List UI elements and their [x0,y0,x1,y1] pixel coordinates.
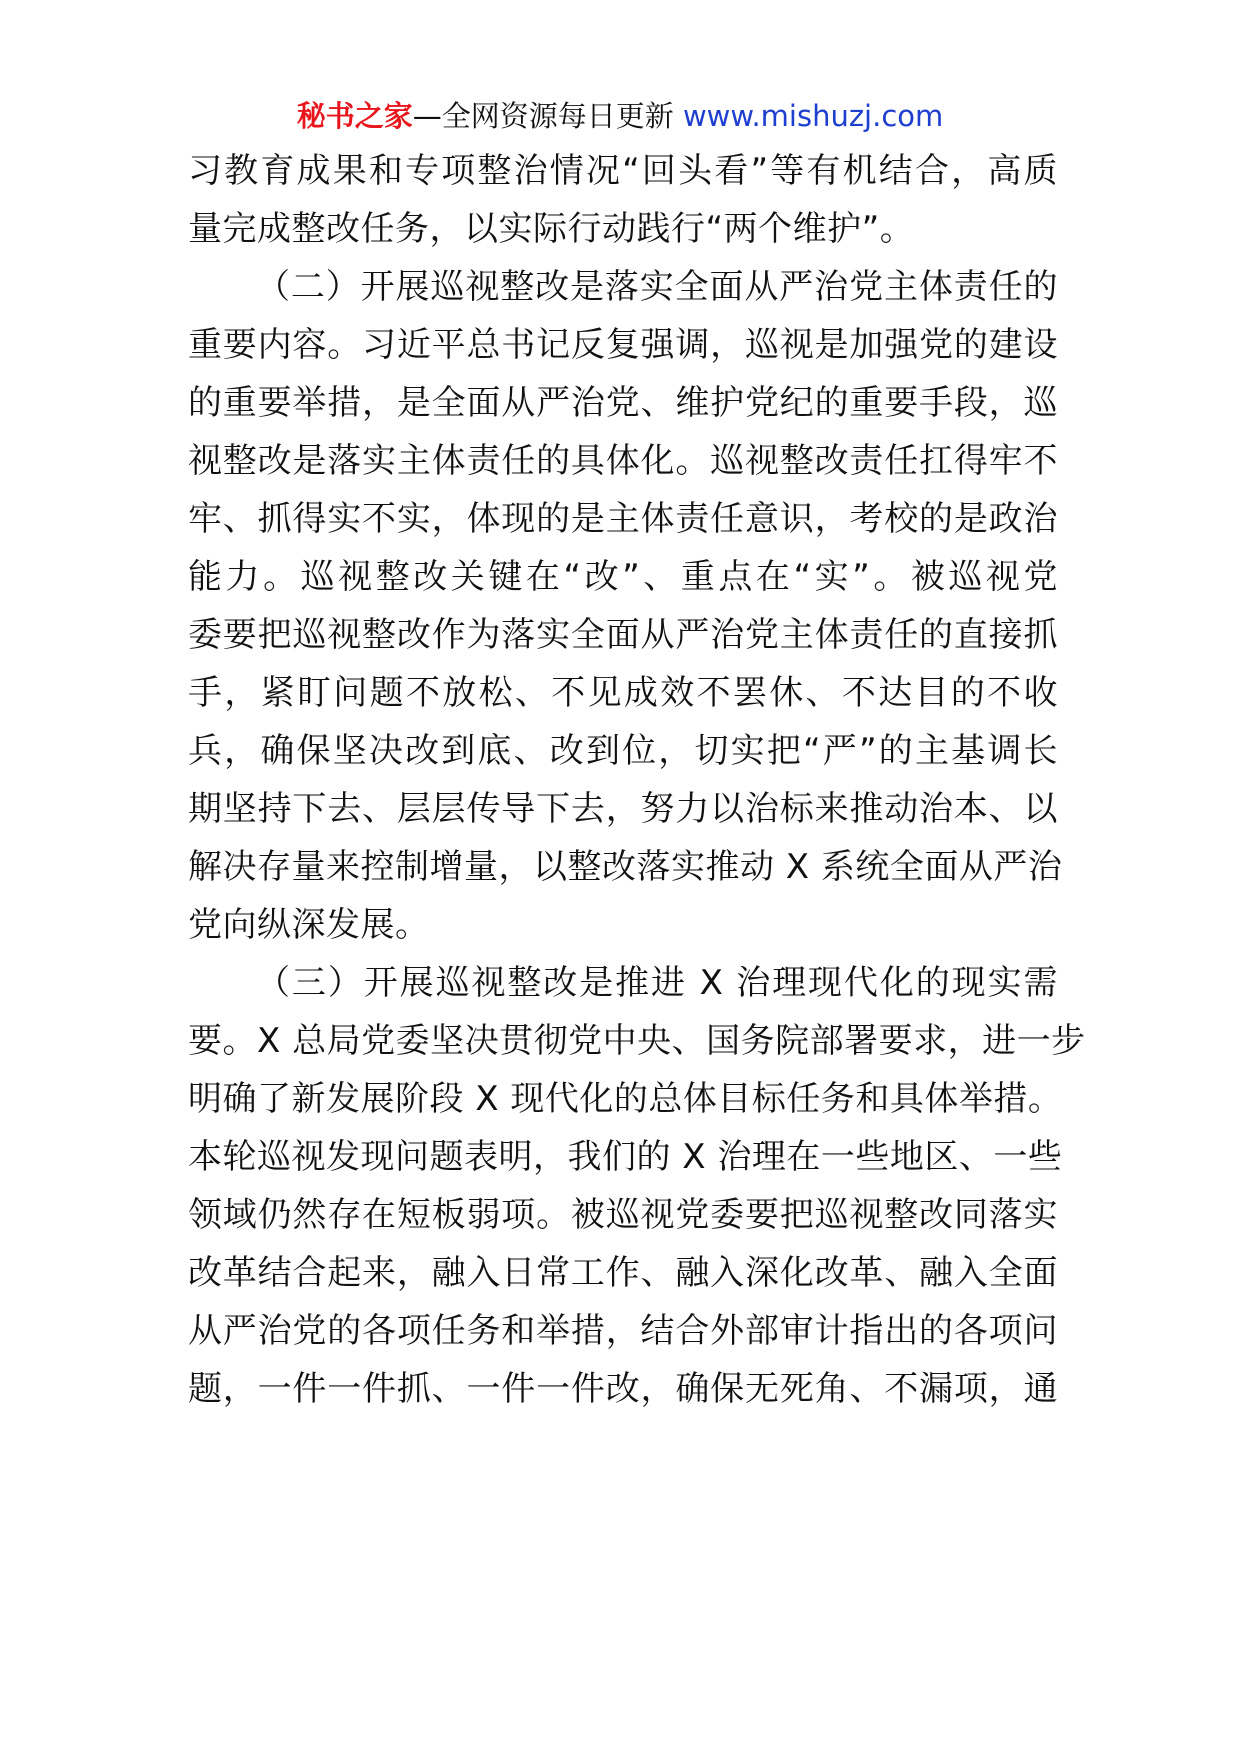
site-header [0,96,1240,136]
text-line: 明确了新发展阶段 X 现代化的总体目标任务和具体举措。 [188,1079,1063,1119]
text-line: 期坚持下去、层层传导下去，努力以治标来推动治本、以 [188,789,1058,829]
text-line: 手，紧盯问题不放松、不见成效不罢休、不达目的不收 [188,673,1058,713]
text-line: 领域仍然存在短板弱项。被巡视党委要把巡视整改同落实 [188,1195,1058,1235]
text-line: 兵，确保坚决改到底、改到位，切实把“严”的主基调长 [188,731,1058,771]
text-line: 量完成整改任务，以实际行动践行“两个维护”。 [188,209,915,249]
text-line: 委要把巡视整改作为落实全面从严治党主体责任的直接抓 [188,615,1058,655]
site-brand: 秘书之家 [296,99,413,133]
text-line: 本轮巡视发现问题表明，我们的 X 治理在一些地区、一些 [188,1137,1063,1177]
text-line: 从严治党的各项任务和举措，结合外部审计指出的各项问 [188,1311,1058,1351]
text-line: 解决存量来控制增量，以整改落实推动 X 系统全面从严治 [188,847,1063,887]
site-tagline: —全网资源每日更新 [412,99,683,133]
text-line: 习教育成果和专项整治情况“回头看”等有机结合，高质 [188,151,1058,191]
paragraph-heading-line: （二）开展巡视整改是落实全面从严治党主体责任的 [256,267,1058,307]
text-line: 重要内容。习近平总书记反复强调，巡视是加强党的建设 [188,325,1058,365]
text-line: 牢、抓得实不实，体现的是主体责任意识，考校的是政治 [188,499,1058,539]
site-url-link[interactable]: www.mishuzj.com [682,99,944,133]
text-line: 的重要举措，是全面从严治党、维护党纪的重要手段，巡 [188,383,1058,423]
text-line: 能力。巡视整改关键在“改”、重点在“实”。被巡视党 [188,557,1058,597]
paragraph-heading-line: （三）开展巡视整改是推进 X 治理现代化的现实需 [256,963,1058,1003]
text-line: 题，一件一件抓、一件一件改，确保无死角、不漏项，通 [188,1369,1058,1409]
text-line: 视整改是落实主体责任的具体化。巡视整改责任扛得牢不 [188,441,1058,481]
text-line: 改革结合起来，融入日常工作、融入深化改革、融入全面 [188,1253,1058,1293]
text-line: 要。X 总局党委坚决贯彻党中央、国务院部署要求，进一步 [188,1021,1086,1061]
text-line: 党向纵深发展。 [188,905,430,945]
